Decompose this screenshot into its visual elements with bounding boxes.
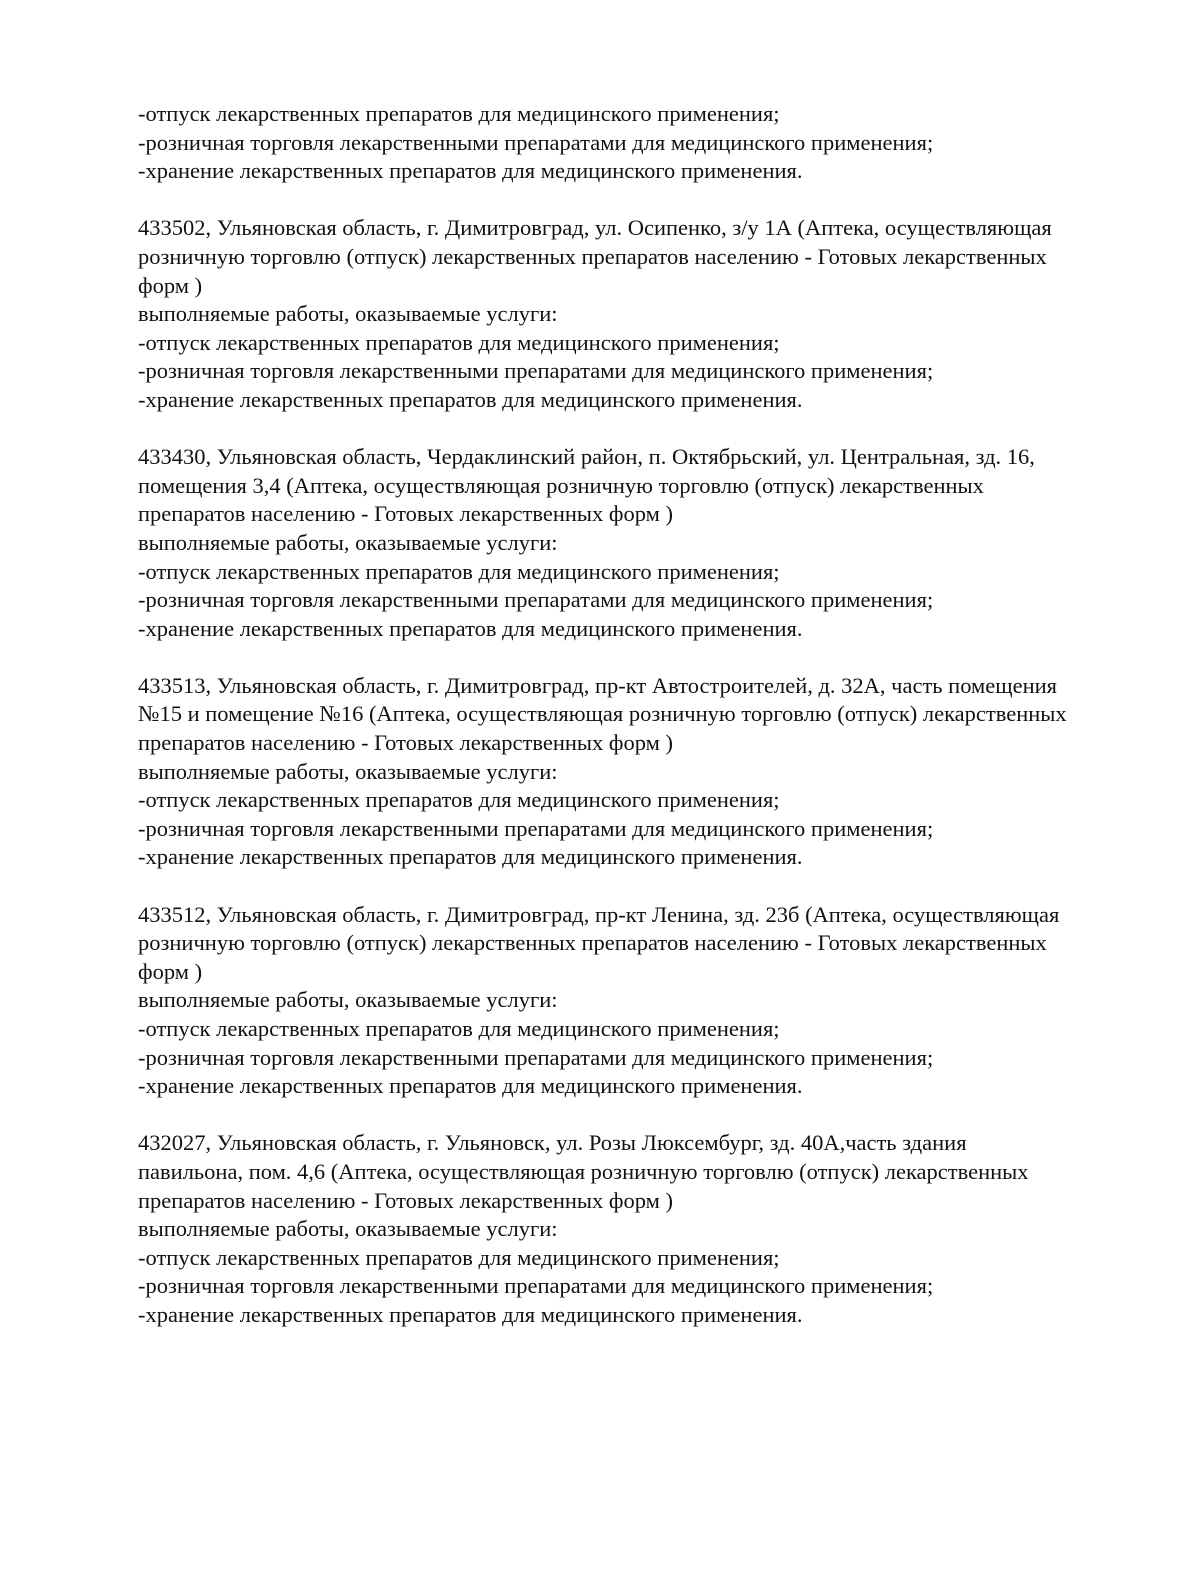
services-block-continued xyxy=(138,100,1138,186)
paragraph-gap xyxy=(138,643,1138,672)
service-line: -розничная торговля лекарственными препаратами для медицинского применения; xyxy=(138,587,934,613)
service-line: -отпуск лекарственных препаратов для медицинского применения; xyxy=(138,787,780,813)
address-line: розничную торговлю (отпуск) лекарственных препаратов населению - Готовых лекарственных xyxy=(138,243,1047,269)
address-line: 433502, Ульяновская область, г. Димитровград, ул. Осипенко, з/у 1А (Аптека, осуществляющая xyxy=(138,215,1052,241)
service-line: -хранение лекарственных препаратов для медицинского применения. xyxy=(138,615,803,641)
pharmacy-entry xyxy=(138,443,1138,643)
address-line: 433430, Ульяновская область, Чердаклинский район, п. Октябрьский, ул. Центральная, зд. 16, xyxy=(138,444,1035,470)
address-line: помещения 3,4 (Аптека, осуществляющая розничную торговлю (отпуск) лекарственных xyxy=(138,472,984,498)
address-line: форм ) xyxy=(138,272,203,298)
pharmacy-entry xyxy=(138,1129,1138,1329)
service-line: -розничная торговля лекарственными препаратами для медицинского применения; xyxy=(138,358,934,384)
pharmacy-entry xyxy=(138,672,1138,872)
service-line: -отпуск лекарственных препаратов для медицинского применения; xyxy=(138,1244,780,1270)
works-label: выполняемые работы, оказываемые услуги: xyxy=(138,529,558,555)
address-line: форм ) xyxy=(138,958,203,984)
paragraph-gap xyxy=(138,1101,1138,1130)
service-line: -хранение лекарственных препаратов для медицинского применения. xyxy=(138,844,803,870)
service-line: -розничная торговля лекарственными препаратами для медицинского применения; xyxy=(138,129,934,155)
works-label: выполняемые работы, оказываемые услуги: xyxy=(138,987,558,1013)
document-page xyxy=(138,100,1138,1330)
address-line: препаратов населению - Готовых лекарственных форм ) xyxy=(138,501,674,527)
pharmacy-entry xyxy=(138,214,1138,414)
works-label: выполняемые работы, оказываемые услуги: xyxy=(138,758,558,784)
address-line: павильона, пом. 4,6 (Аптека, осуществляющая розничную торговлю (отпуск) лекарственных xyxy=(138,1158,1029,1184)
service-line: -розничная торговля лекарственными препаратами для медицинского применения; xyxy=(138,815,934,841)
service-line: -хранение лекарственных препаратов для медицинского применения. xyxy=(138,386,803,412)
address-line: розничную торговлю (отпуск) лекарственных препаратов населению - Готовых лекарственных xyxy=(138,930,1047,956)
service-line: -хранение лекарственных препаратов для медицинского применения. xyxy=(138,158,803,184)
address-line: препаратов населению - Готовых лекарственных форм ) xyxy=(138,730,674,756)
paragraph-gap xyxy=(138,186,1138,215)
address-line: 433512, Ульяновская область, г. Димитровград, пр-кт Ленина, зд. 23б (Аптека, осуществляющая xyxy=(138,901,1060,927)
service-line: -хранение лекарственных препаратов для медицинского применения. xyxy=(138,1073,803,1099)
service-line: -розничная торговля лекарственными препаратами для медицинского применения; xyxy=(138,1273,934,1299)
service-line: -отпуск лекарственных препаратов для медицинского применения; xyxy=(138,1016,780,1041)
service-line: -отпуск лекарственных препаратов для медицинского применения; xyxy=(138,329,780,355)
service-line: -розничная торговля лекарственными препаратами для медицинского применения; xyxy=(138,1044,934,1070)
works-label: выполняемые работы, оказываемые услуги: xyxy=(138,1216,558,1242)
address-line: №15 и помещение №16 (Аптека, осуществляющая розничную торговлю (отпуск) лекарственных xyxy=(138,701,1067,727)
service-line: -хранение лекарственных препаратов для медицинского применения. xyxy=(138,1301,803,1327)
paragraph-gap xyxy=(138,415,1138,444)
address-line: препаратов населению - Готовых лекарственных форм ) xyxy=(138,1187,674,1213)
address-line: 432027, Ульяновская область, г. Ульяновск, ул. Розы Люксембург, зд. 40А,часть здания xyxy=(138,1130,967,1156)
pharmacy-entry xyxy=(138,901,1138,1101)
service-line: -отпуск лекарственных препаратов для медицинского применения; xyxy=(138,101,780,126)
paragraph-gap xyxy=(138,872,1138,901)
address-line: 433513, Ульяновская область, г. Димитровград, пр-кт Автостроителей, д. 32А, часть помещения xyxy=(138,672,1058,698)
service-line: -отпуск лекарственных препаратов для медицинского применения; xyxy=(138,558,780,584)
works-label: выполняемые работы, оказываемые услуги: xyxy=(138,301,558,327)
